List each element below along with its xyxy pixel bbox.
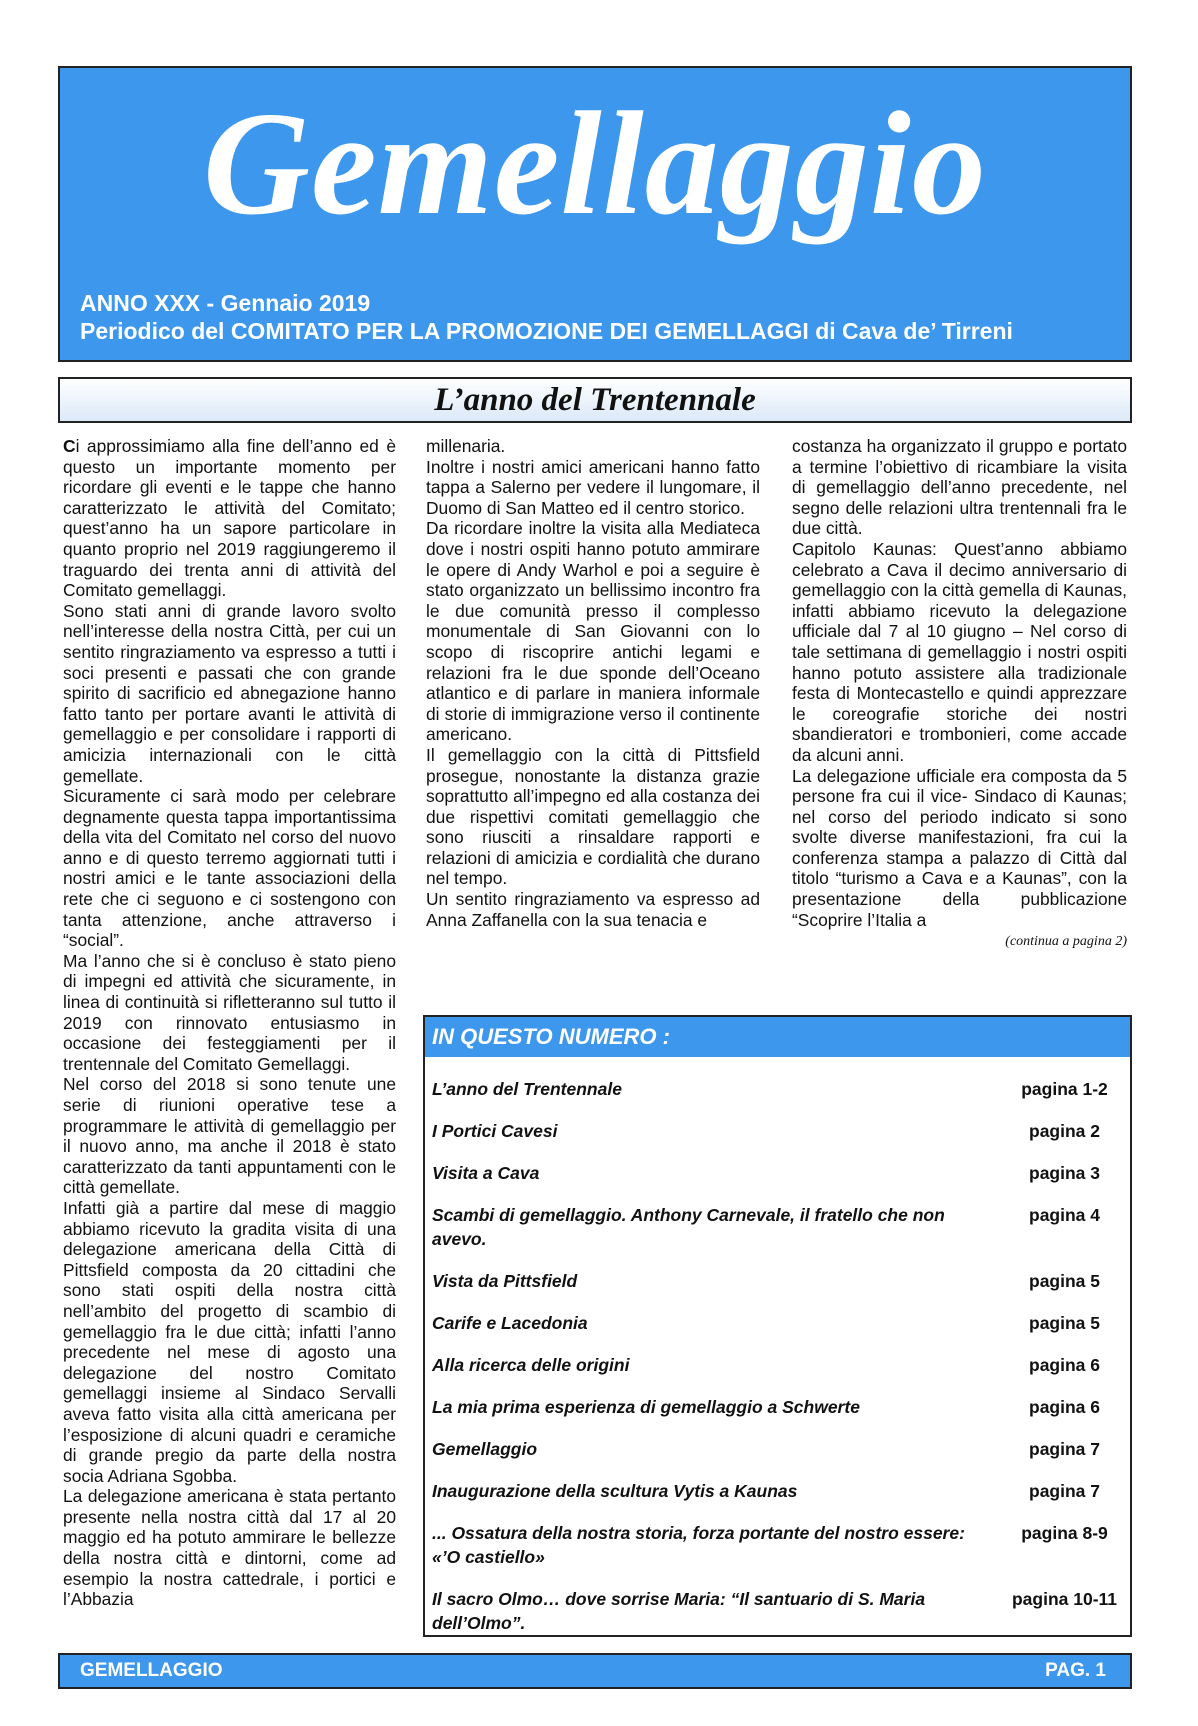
masthead	[58, 66, 1132, 362]
article-paragraph: Sono stati anni di grande lavoro svolto nell’interesse della nostra Città, per cui un sentito ringraziamento va espresso a tutti i soci presenti e passati che con grande spirito di sacrificio ed abnegazione hanno fatto tanto per portare avanti le attività di gemellaggio e per consolidare i rapporti di amicizia internazionali con le città gemellate.	[63, 600, 396, 786]
toc-item-page: pagina 7	[1029, 1481, 1100, 1501]
article-column-3	[792, 436, 1127, 996]
article-paragraph: Ci approssimiamo alla fine dell’anno ed è questo un importante momento per ricordare gli eventi e le tappe che hanno caratterizzato le attività del Comitato; quest’anno ha un sapore particolare in quanto proprio nel 2019 raggiungeremo il traguardo dei trenta anni di attività del Comitato gemellaggi.	[63, 436, 396, 601]
toc-list	[425, 1057, 1130, 1635]
toc-item-page: pagina 2	[1029, 1121, 1100, 1141]
toc-item[interactable]	[432, 1077, 1122, 1101]
article-paragraph: millenaria.	[426, 436, 506, 456]
table-of-contents	[423, 1015, 1132, 1637]
toc-item[interactable]	[432, 1311, 1122, 1335]
toc-item[interactable]	[432, 1269, 1122, 1293]
toc-item[interactable]	[432, 1521, 1122, 1569]
toc-item-page: pagina 6	[1029, 1397, 1100, 1417]
page-number: PAG. 1	[1045, 1660, 1106, 1681]
article-paragraph: costanza ha organizzato il gruppo e portato a termine l’obiettivo di ricambiare la visita di gemellaggio dell’anno precedente, nel segno delle relazioni ultra trentennali fra le due città.	[792, 436, 1127, 539]
toc-item-page: pagina 8-9	[1021, 1523, 1108, 1543]
toc-item-title: I Portici Cavesi	[432, 1121, 558, 1141]
article-paragraph: La delegazione ufficiale era composta da 5 persone fra cui il vice- Sindaco di Kaunas; nel corso del periodo indicato si sono svolte diverse manifestazioni, fra cui la conferenza stampa a palazzo di Città dal titolo “turismo a Cava e a Kaunas”, con la presentazione della pubblicazione “Scoprire l’Italia a	[792, 765, 1127, 930]
toc-item-page: pagina 4	[1029, 1205, 1100, 1225]
toc-item-title: Gemellaggio	[432, 1439, 538, 1459]
page-footer	[58, 1653, 1132, 1689]
toc-item-title: Scambi di gemellaggio. Anthony Carnevale, il fratello che non avevo.	[432, 1205, 945, 1249]
article-paragraph: Da ricordare inoltre la visita alla Mediateca dove i nostri ospiti hanno potuto ammirare le opere di Andy Warhol e poi a seguire è stato organizzato un bellissimo incontro fra le due comunità presso il complesso monumentale di San Giovanni con lo scopo di riscoprire antichi legami e relazioni fra le due sponde dell’Oceano atlantico e di parlare in maniera informale di storie di immigrazione verso il continente americano.	[426, 518, 760, 745]
continued-note: (continua a pagina 2)	[1005, 934, 1127, 950]
article-paragraph: Sicuramente ci sarà modo per celebrare degnamente questa tappa importantissima della vita del Comitato nel corso del nuovo anno e di questo terremo aggiornati tutti i nostri amici e le tante associazioni della rete che ci seguono e ci sostengono con tanta attenzione, anche attraverso i “social”.	[63, 786, 396, 951]
toc-item-title: L’anno del Trentennale	[432, 1079, 622, 1099]
toc-item[interactable]	[432, 1203, 1122, 1251]
article-paragraph: Ma l’anno che si è concluso è stato pieno di impegni ed attività che sicuramente, in linea di continuità si rifletteranno sul tutto il 2019 con rinnovato entusiasmo in occasione dei festeggiamenti per il trentennale del Comitato Gemellaggi.	[63, 950, 396, 1074]
headline-box	[58, 377, 1132, 423]
toc-item-page: pagina 7	[1029, 1439, 1100, 1459]
toc-item-page: pagina 1-2	[1021, 1079, 1108, 1099]
dropcap: C	[63, 436, 76, 456]
newsletter-title: Gemellaggio	[203, 82, 987, 246]
toc-item[interactable]	[432, 1161, 1122, 1185]
toc-item-page: pagina 5	[1029, 1271, 1100, 1291]
article-paragraph: Il gemellaggio con la città di Pittsfield prosegue, nonostante la distanza grazie soprattutto all’impegno ed alla costanza dei due rispettivi comitati gemellaggio che sono riusciti a rinsaldare rapporti e relazioni di amicizia e cordialità che durano nel tempo.	[426, 744, 760, 889]
publisher-line: Periodico del COMITATO PER LA PROMOZIONE DEI GEMELLAGGI di Cava de’ Tirreni	[80, 318, 1013, 344]
toc-item[interactable]	[432, 1437, 1122, 1461]
toc-item-title: Visita a Cava	[432, 1163, 540, 1183]
toc-item-title: La mia prima esperienza di gemellaggio a Schwerte	[432, 1397, 860, 1417]
article-column-1	[63, 436, 396, 1626]
toc-item[interactable]	[432, 1587, 1122, 1635]
toc-item[interactable]	[432, 1353, 1122, 1377]
toc-item-page: pagina 5	[1029, 1313, 1100, 1333]
toc-item[interactable]	[432, 1119, 1122, 1143]
article-paragraph: Un sentito ringraziamento va espresso ad Anna Zaffanella con la sua tenacia e	[426, 889, 760, 930]
toc-item-title: Vista da Pittsfield	[432, 1271, 578, 1291]
issue-line: ANNO XXX - Gennaio 2019	[80, 290, 371, 316]
article-paragraph: Inoltre i nostri amici americani hanno fatto tappa a Salerno per vedere il lungomare, il Duomo di San Matteo ed il centro storico.	[426, 456, 760, 518]
toc-item-page: pagina 10-11	[1011, 1589, 1118, 1609]
article-paragraph: La delegazione americana è stata pertanto presente nella nostra città dal 17 al 20 maggio ed ha potuto ammirare le bellezze della nostra città e dintorni, come ad esempio la nostra cattedrale, i portici e l’Abbazia	[63, 1486, 396, 1610]
toc-item-page: pagina 3	[1029, 1163, 1100, 1183]
article-column-2	[426, 436, 760, 996]
toc-item-title: Carife e Lacedonia	[432, 1313, 588, 1333]
article-paragraph: Capitolo Kaunas: Quest’anno abbiamo celebrato a Cava il decimo anniversario di gemellaggio con la città gemella di Kaunas, infatti abbiamo ricevuto la delegazione ufficiale dal 7 al 10 giugno – Nel corso di tale settimana di gemellaggio i nostri ospiti hanno potuto assistere alla tradizionale festa di Montecastello e quindi apprezzare le coreografie storiche dei nostri sbandieratori e trombonieri, come accade da alcuni anni.	[792, 538, 1127, 765]
article-paragraph: Nel corso del 2018 si sono tenute une serie di riunioni operative tese a programmare le attività di gemellaggio per il nuovo anno, ma anche il 2018 è stato caratterizzato da tanti appuntamenti con le città gemellate.	[63, 1074, 396, 1198]
toc-item-title: Il sacro Olmo… dove sorrise Maria: “Il santuario di S. Maria dell’Olmo”.	[432, 1589, 926, 1633]
toc-item-title: ... Ossatura della nostra storia, forza portante del nostro essere: «’O castiello»	[432, 1523, 965, 1567]
article-paragraph: Infatti già a partire dal mese di maggio abbiamo ricevuto la gradita visita di una delegazione americana della Città di Pittsfield composta da 20 cittadini che sono stati ospiti della nostra città nell’ambito del progetto di scambio di gemellaggio fra le due città; infatti l’anno precedente nel mese di agosto una delegazione del nostro Comitato gemellaggi insieme al Sindaco Servalli aveva fatto visita alla città americana per l’esposizione di alcuni quadri e ceramiche di grande pregio da parte della nostra socia Adriana Sgobba.	[63, 1197, 396, 1486]
toc-item-title: Alla ricerca delle origini	[432, 1355, 630, 1375]
toc-item[interactable]	[432, 1395, 1122, 1419]
footer-title: GEMELLAGGIO	[80, 1660, 223, 1681]
toc-item[interactable]	[432, 1479, 1122, 1503]
toc-heading: IN QUESTO NUMERO :	[425, 1017, 1130, 1057]
toc-item-page: pagina 6	[1029, 1355, 1100, 1375]
toc-item-title: Inaugurazione della scultura Vytis a Kaunas	[432, 1481, 798, 1501]
article-headline: L’anno del Trentennale	[434, 382, 756, 418]
